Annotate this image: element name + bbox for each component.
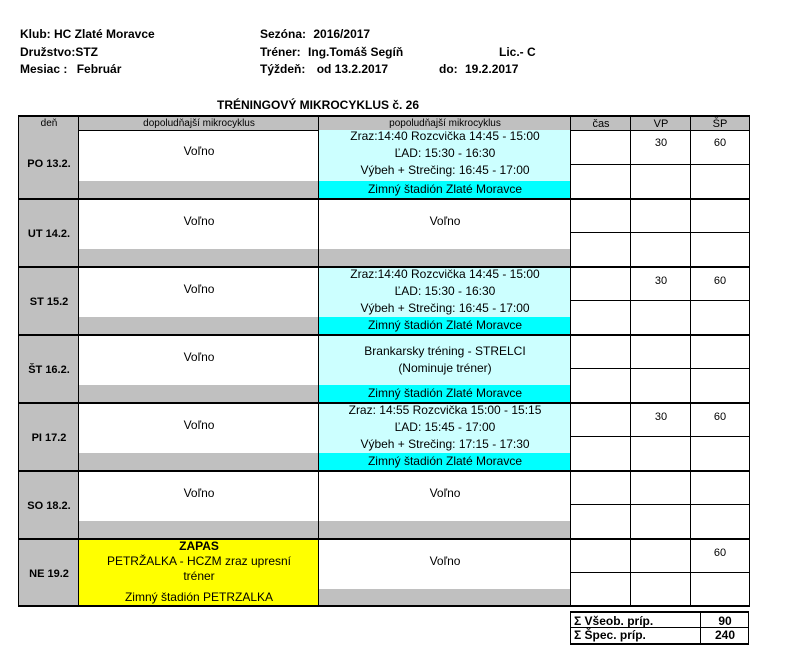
column-header-sp <box>690 115 750 131</box>
sp-cell-upper <box>690 130 750 165</box>
pm-line: ĽAD: 15:45 - 17:00 <box>394 420 496 434</box>
pm-line: Zraz:14:40 Rozcvička 14:45 - 15:00 <box>350 267 540 281</box>
lic-label: Lic.- C <box>499 45 536 59</box>
day-label-cell <box>18 538 79 607</box>
pm-place: Zimný štadión Zlaté Moravce <box>367 386 523 400</box>
sp-value: 60 <box>713 411 727 423</box>
vp-cell-upper <box>630 334 691 369</box>
am-gray-bar <box>78 453 319 471</box>
vp-cell-lower <box>630 572 691 607</box>
pm-line: (Nominuje tréner) <box>398 361 492 375</box>
pm-cell <box>318 402 571 454</box>
am-gray-bar <box>78 249 319 267</box>
pm-cell <box>318 130 571 182</box>
am-text: Voľno <box>183 282 215 296</box>
pm-gray-bar <box>318 521 571 539</box>
cas-cell-lower <box>570 572 631 607</box>
cas-cell-lower <box>570 164 631 199</box>
pm-place-cell <box>318 181 571 199</box>
day-label: ST 15.2 <box>29 296 69 308</box>
am-gray-bar <box>78 521 319 539</box>
column-header-den <box>18 115 79 131</box>
sp-cell-lower <box>690 164 750 199</box>
sp-cell-upper <box>690 198 750 233</box>
pm-text: Voľno <box>429 214 461 228</box>
cas-cell-upper <box>570 266 631 301</box>
mesiac-label: Mesiac : <box>20 62 68 76</box>
tyzden-label: Týždeň: <box>260 62 306 76</box>
pm-text: Voľno <box>429 486 461 500</box>
totals-row-vseob <box>570 611 749 628</box>
vp-cell-lower <box>630 368 691 403</box>
cas-cell-upper <box>570 334 631 369</box>
day-label-cell <box>18 402 79 471</box>
pm-place-cell <box>318 317 571 335</box>
am-gray-bar <box>78 385 319 403</box>
sp-cell-upper <box>690 402 750 437</box>
totals-block <box>570 611 749 644</box>
sp-value: 60 <box>713 547 727 559</box>
tyzden-to: 19.2.2017 <box>465 62 519 76</box>
pm-cell <box>318 538 571 590</box>
pm-cell <box>318 198 571 250</box>
vp-cell-lower <box>630 436 691 471</box>
am-gray-bar <box>78 317 319 335</box>
cas-cell-lower <box>570 504 631 539</box>
vp-cell-upper <box>630 402 691 437</box>
am-text: Voľno <box>183 144 215 158</box>
sezona-label: Sezóna: <box>260 27 307 41</box>
pm-place-cell <box>318 385 571 403</box>
sp-cell-lower <box>690 436 750 471</box>
vp-value: 30 <box>654 411 668 423</box>
spec-label: Σ Špec. príp. <box>574 628 646 642</box>
day-label-cell <box>18 266 79 335</box>
cas-cell-lower <box>570 436 631 471</box>
klub-label: Klub: <box>20 27 51 41</box>
totals-divider <box>700 611 701 645</box>
vp-cell-lower <box>630 300 691 335</box>
am-cell <box>78 130 319 182</box>
am-title: ZAPAS <box>179 539 219 553</box>
sp-cell-upper <box>690 334 750 369</box>
pm-place: Zimný štadión Zlaté Moravce <box>367 318 523 332</box>
vp-cell-upper <box>630 198 691 233</box>
pm-place: Zimný štadión Zlaté Moravce <box>367 454 523 468</box>
pm-line: Výbeh + Strečing: 16:45 - 17:00 <box>360 163 530 177</box>
sezona-value: 2016/2017 <box>313 27 371 41</box>
am-place: Zimný štadión PETRZALKA <box>124 590 274 604</box>
sp-cell-upper <box>690 538 750 573</box>
am-text: Voľno <box>183 350 215 364</box>
cas-cell-upper <box>570 198 631 233</box>
sp-cell-lower <box>690 232 750 267</box>
pm-cell <box>318 266 571 318</box>
pm-cell <box>318 470 571 522</box>
mesiac-value: Február <box>76 62 122 76</box>
column-header-den-label: deň <box>40 118 58 129</box>
cas-cell-upper <box>570 130 631 165</box>
sp-value: 60 <box>713 137 727 149</box>
tyzden-from: od 13.2.2017 <box>316 62 389 76</box>
pm-line: Zraz:14:40 Rozcvička 14:45 - 15:00 <box>350 130 540 143</box>
cas-cell-upper <box>570 402 631 437</box>
sp-cell-lower <box>690 504 750 539</box>
sp-cell-lower <box>690 572 750 607</box>
am-cell <box>78 402 319 454</box>
am-line: PETRŽALKA - HCZM zraz upresní <box>106 554 292 568</box>
klub-line <box>20 27 155 41</box>
cas-cell-upper <box>570 470 631 505</box>
cas-cell-upper <box>570 538 631 573</box>
pm-cell <box>318 334 571 386</box>
pm-line: Zraz: 14:55 Rozcvička 15:00 - 15:15 <box>348 403 542 417</box>
trener-value: Ing.Tomáš Segíň <box>308 45 404 59</box>
pm-place-cell <box>318 453 571 471</box>
vp-value: 30 <box>654 275 668 287</box>
vp-cell-upper <box>630 470 691 505</box>
sp-value: 60 <box>713 275 727 287</box>
sp-cell-upper <box>690 266 750 301</box>
vp-cell-lower <box>630 232 691 267</box>
totals-row-spec <box>570 627 749 645</box>
am-text: Voľno <box>183 214 215 228</box>
cas-cell-lower <box>570 368 631 403</box>
day-label: ŠT 16.2. <box>28 364 70 376</box>
druzstvo-value: STZ <box>75 45 99 59</box>
column-header-pm <box>318 115 571 131</box>
microcycle-table <box>18 115 749 615</box>
vp-cell-upper <box>630 266 691 301</box>
am-place-cell <box>78 589 319 607</box>
trener-line <box>260 45 403 59</box>
vp-cell-lower <box>630 504 691 539</box>
vp-cell-lower <box>630 164 691 199</box>
vp-cell-upper <box>630 130 691 165</box>
vseob-label: Σ Všeob. príp. <box>574 614 654 628</box>
day-label: UT 14.2. <box>27 228 71 240</box>
day-label: SO 18.2. <box>27 500 71 512</box>
am-cell <box>78 538 319 590</box>
column-header-vp-label: VP <box>653 118 669 130</box>
pm-line: ĽAD: 15:30 - 16:30 <box>394 284 496 298</box>
tyzden-to-label: do: <box>439 62 458 76</box>
sp-cell-upper <box>690 470 750 505</box>
column-header-sp-label: ŠP <box>712 118 728 130</box>
pm-line: Brankarsky tréning - STRELCI <box>364 344 526 358</box>
tyzden-to-line <box>439 62 518 76</box>
am-line: tréner <box>183 569 215 583</box>
sp-cell-lower <box>690 368 750 403</box>
mesiac-line <box>20 62 121 76</box>
column-header-pm-label: popoludňajší mikrocyklus <box>389 118 501 129</box>
day-label: PI 17.2 <box>31 432 67 444</box>
page-title: TRÉNINGOVÝ MIKROCYKLUS č. 26 <box>217 98 420 112</box>
day-label-cell <box>18 198 79 267</box>
pm-place: Zimný štadión Zlaté Moravce <box>367 182 523 196</box>
am-text: Voľno <box>183 418 215 432</box>
day-label: NE 19.2 <box>29 568 69 580</box>
day-label-cell <box>18 334 79 403</box>
am-gray-bar <box>78 181 319 199</box>
vp-cell-upper <box>630 538 691 573</box>
column-header-cas <box>570 115 631 131</box>
pm-line: Výbeh + Strečing: 17:15 - 17:30 <box>360 437 530 451</box>
druzstvo-label: Družstvo: <box>20 45 76 59</box>
spec-value: 240 <box>714 628 736 642</box>
klub-value: HC Zlaté Moravce <box>54 27 155 41</box>
druzstvo-line <box>20 45 98 59</box>
trener-label: Tréner: <box>260 45 301 59</box>
column-header-cas-label: čas <box>592 118 610 130</box>
vp-value: 30 <box>654 137 668 149</box>
pm-gray-bar <box>318 249 571 267</box>
day-label-cell <box>18 130 79 199</box>
column-header-am <box>78 115 319 131</box>
cas-cell-lower <box>570 300 631 335</box>
pm-text: Voľno <box>429 554 461 568</box>
am-text: Voľno <box>183 486 215 500</box>
pm-line: ĽAD: 15:30 - 16:30 <box>394 146 496 160</box>
day-label-cell <box>18 470 79 539</box>
tyzden-line <box>260 62 388 76</box>
cas-cell-lower <box>570 232 631 267</box>
vseob-value: 90 <box>718 614 732 628</box>
column-header-vp <box>630 115 691 131</box>
pm-gray-bar <box>318 589 571 607</box>
day-label: PO 13.2. <box>27 158 71 170</box>
pm-line: Výbeh + Strečing: 16:45 - 17:00 <box>360 301 530 315</box>
column-header-am-label: dopoludňajší mikrocyklus <box>143 118 255 129</box>
am-cell <box>78 470 319 522</box>
am-cell <box>78 266 319 318</box>
am-cell <box>78 198 319 250</box>
am-cell <box>78 334 319 386</box>
sezona-line <box>260 27 370 41</box>
sp-cell-lower <box>690 300 750 335</box>
